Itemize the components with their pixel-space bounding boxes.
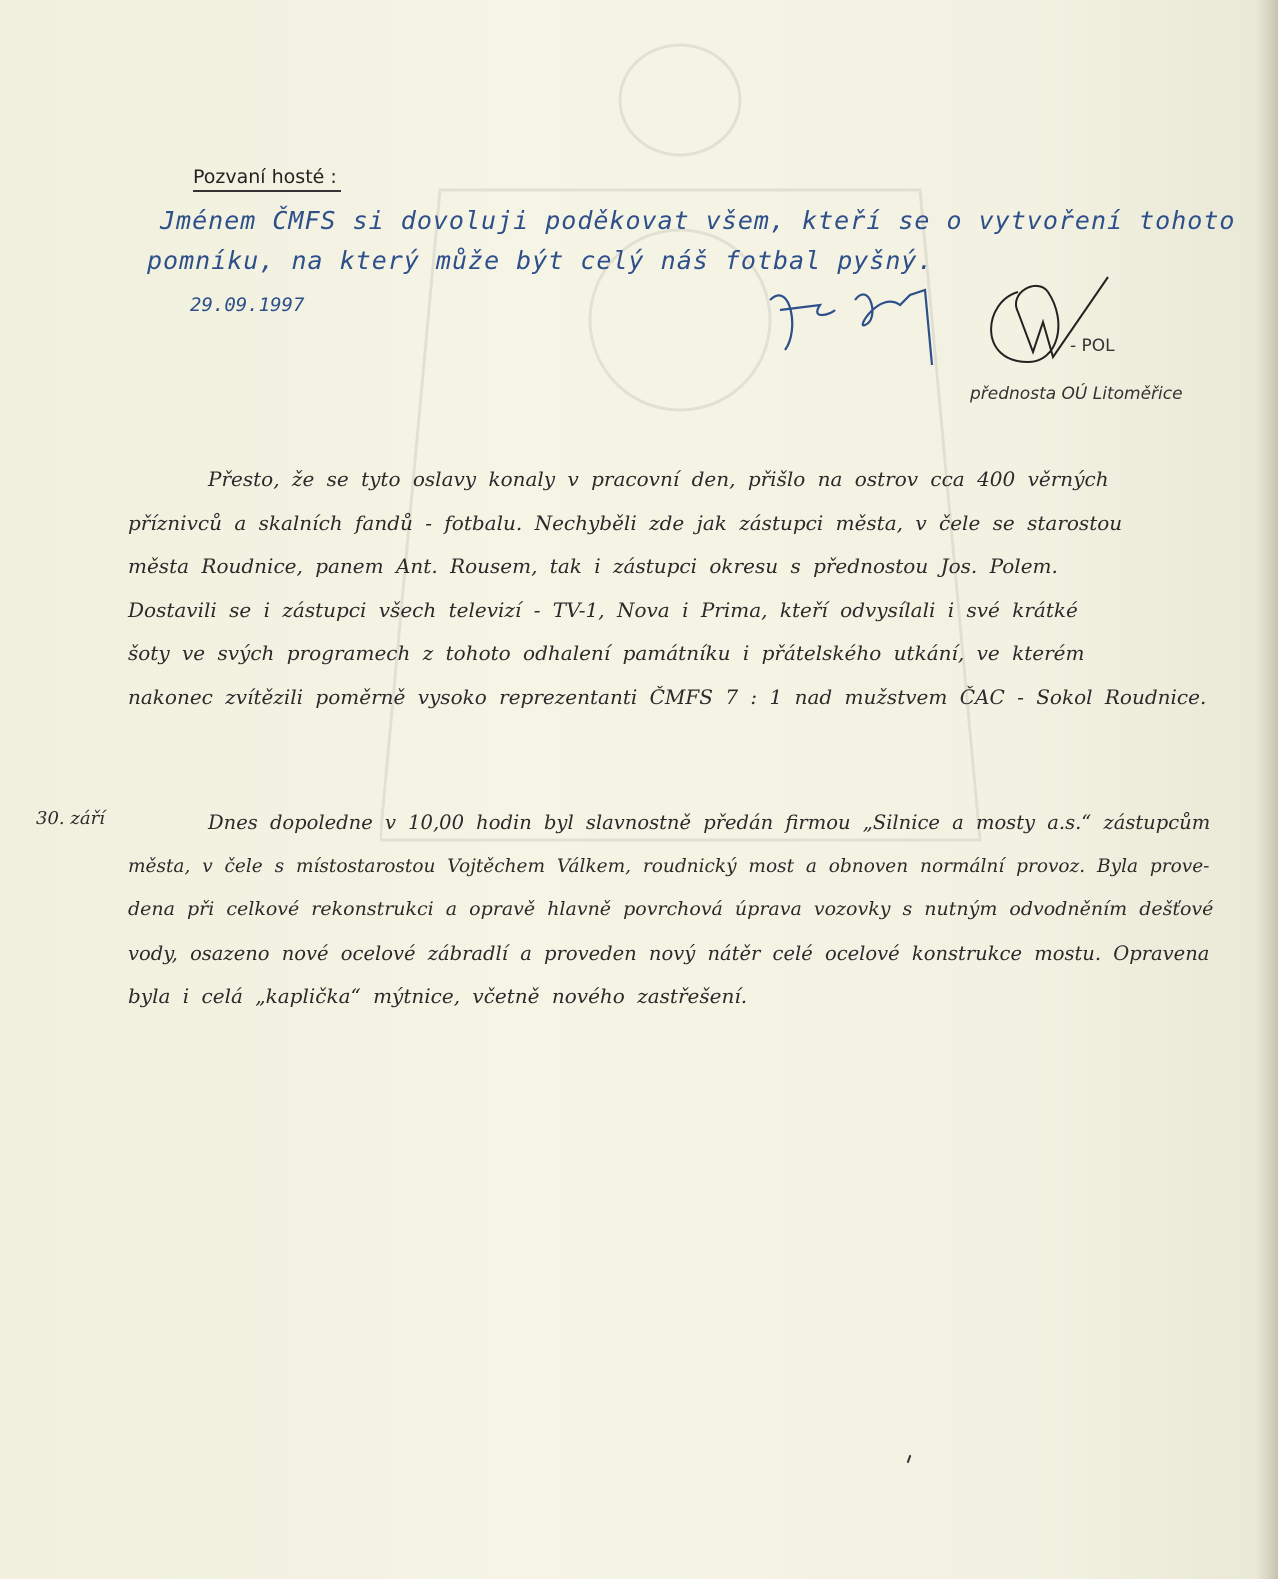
paragraph-line: města, v čele s místostarostou Vojtěchem Válkem, roudnický most a obnoven normální provoz. Byla prove- <box>128 855 1210 877</box>
paragraph-line: vody, osazeno nové ocelové zábradlí a proveden nový nátěr celé ocelové konstrukce mostu. Opravena <box>128 941 1210 965</box>
paragraph-bridge <box>128 801 1228 1019</box>
paragraph-line: města Roudnice, panem Ant. Rousem, tak i zástupci okresu s přednostou Jos. Polem. <box>128 554 1058 578</box>
guest-note-line-1: Jménem ČMFS si dovoluji poděkovat všem, kteří se o vytvoření tohoto <box>160 206 1236 235</box>
invited-guests-heading: Pozvaní hosté : <box>193 166 341 192</box>
paragraph-line: Dostavili se i zástupci všech televizí - TV-1, Nova i Prima, kteří odvysílali i své krátké <box>128 597 1078 622</box>
paragraph-line: Dnes dopoledne v 10,00 hodin byl slavnostně předán firmou „Silnice a mosty a.s.“ zástupcům <box>208 811 1211 834</box>
paragraph-line: byla i celá „kaplička“ mýtnice, včetně nového zastřešení. <box>128 984 748 1008</box>
paragraph-line: příznivců a skalních fandů - fotbalu. Nechyběli zde jak zástupci města, v čele se starostou <box>128 510 1123 535</box>
paragraph-line: Přesto, že se tyto oslavy konaly v pracovní den, přišlo na ostrov cca 400 věrných <box>208 467 1109 491</box>
paragraph-celebration <box>128 458 1228 719</box>
signature-cmfs <box>760 270 960 380</box>
guest-note-line-2: pomníku, na který může být celý náš fotbal pyšný. <box>147 246 934 275</box>
signature-pol <box>978 272 1118 382</box>
page-edge-shadow <box>1256 0 1278 1579</box>
stray-mark <box>907 1455 912 1463</box>
show-through-emblem <box>380 40 1030 860</box>
paragraph-line: šoty ve svých programech z tohoto odhalení památníku i přátelského utkání, ve kterém <box>128 641 1085 665</box>
signature-pol-label: - POL <box>1070 336 1115 356</box>
margin-date: 30. září <box>36 808 105 829</box>
paragraph-line: nakonec zvítězili poměrně vysoko reprezentanti ČMFS 7 : 1 nad mužstvem ČAC - Sokol Roudnice. <box>128 684 1207 709</box>
guest-note-date: 29.09.1997 <box>190 294 305 316</box>
signature-pol-title: přednosta OÚ Litoměřice <box>970 384 1183 404</box>
paragraph-line: dena při celkové rekonstrukci a opravě hlavně povrchová úprava vozovky s nutným odvodněním dešťové <box>128 898 1214 920</box>
